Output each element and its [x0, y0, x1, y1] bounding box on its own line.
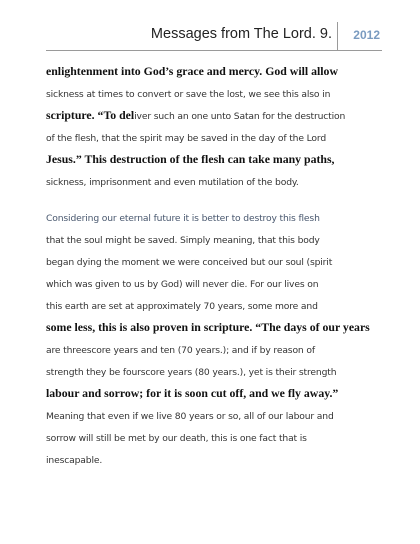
text-line [46, 104, 390, 126]
text-line [46, 338, 390, 360]
text-segment: Meaning that even if we live 80 years or so, all of our labour and [46, 411, 334, 422]
text-segment: Jesus.” This destruction of the flesh can take many paths, [46, 152, 335, 166]
text-line [46, 448, 390, 470]
header-year: 2012 [353, 28, 380, 42]
text-line [46, 294, 390, 316]
text-line [46, 206, 390, 228]
text-line [46, 272, 390, 294]
text-segment: scripture. “To del [46, 108, 135, 122]
text-line [46, 316, 390, 338]
header-divider [337, 22, 338, 50]
text-segment: of the flesh, that the spirit may be saved in the day of the Lord [46, 133, 327, 144]
paragraph [46, 206, 390, 470]
text-line [46, 426, 390, 448]
paragraph [46, 60, 390, 192]
text-line [46, 148, 390, 170]
text-segment: that the soul might be saved. Simply meaning, that this body [46, 235, 320, 246]
text-segment: Considering our eternal future it is better to destroy this flesh [46, 213, 320, 224]
text-segment: strength they be fourscore years (80 years.), yet is their strength [46, 367, 337, 378]
text-line [46, 404, 390, 426]
text-segment: iver such an one unto Satan for the destruction [134, 111, 346, 122]
text-segment: some less, this is also proven in scripture. “The days of our years [46, 320, 370, 334]
text-line [46, 360, 390, 382]
page-header [46, 22, 382, 51]
text-line [46, 60, 390, 82]
text-segment: labour and sorrow; for it is soon cut off, and we fly away.” [46, 386, 339, 400]
document-body [46, 60, 390, 470]
text-segment: are threescore years and ten (70 years.); and if by reason of [46, 345, 315, 356]
text-line [46, 170, 390, 192]
text-line [46, 228, 390, 250]
text-line [46, 250, 390, 272]
text-segment: enlightenment into God’s grace and mercy. God will allow [46, 64, 338, 78]
text-segment: which was given to us by God) will never die. For our lives on [46, 279, 319, 290]
text-segment: sickness at times to convert or save the lost, we see this also in [46, 89, 331, 100]
text-line [46, 126, 390, 148]
text-line [46, 382, 390, 404]
header-title: Messages from The Lord. 9. [150, 26, 332, 42]
text-segment: inescapable. [46, 455, 103, 466]
text-segment: this earth are set at approximately 70 years, some more and [46, 301, 318, 312]
text-segment: sickness, imprisonment and even mutilation of the body. [46, 177, 299, 188]
text-segment: began dying the moment we were conceived but our soul (spirit [46, 257, 333, 268]
text-line [46, 82, 390, 104]
text-segment: sorrow will still be met by our death, this is one fact that is [46, 433, 307, 444]
